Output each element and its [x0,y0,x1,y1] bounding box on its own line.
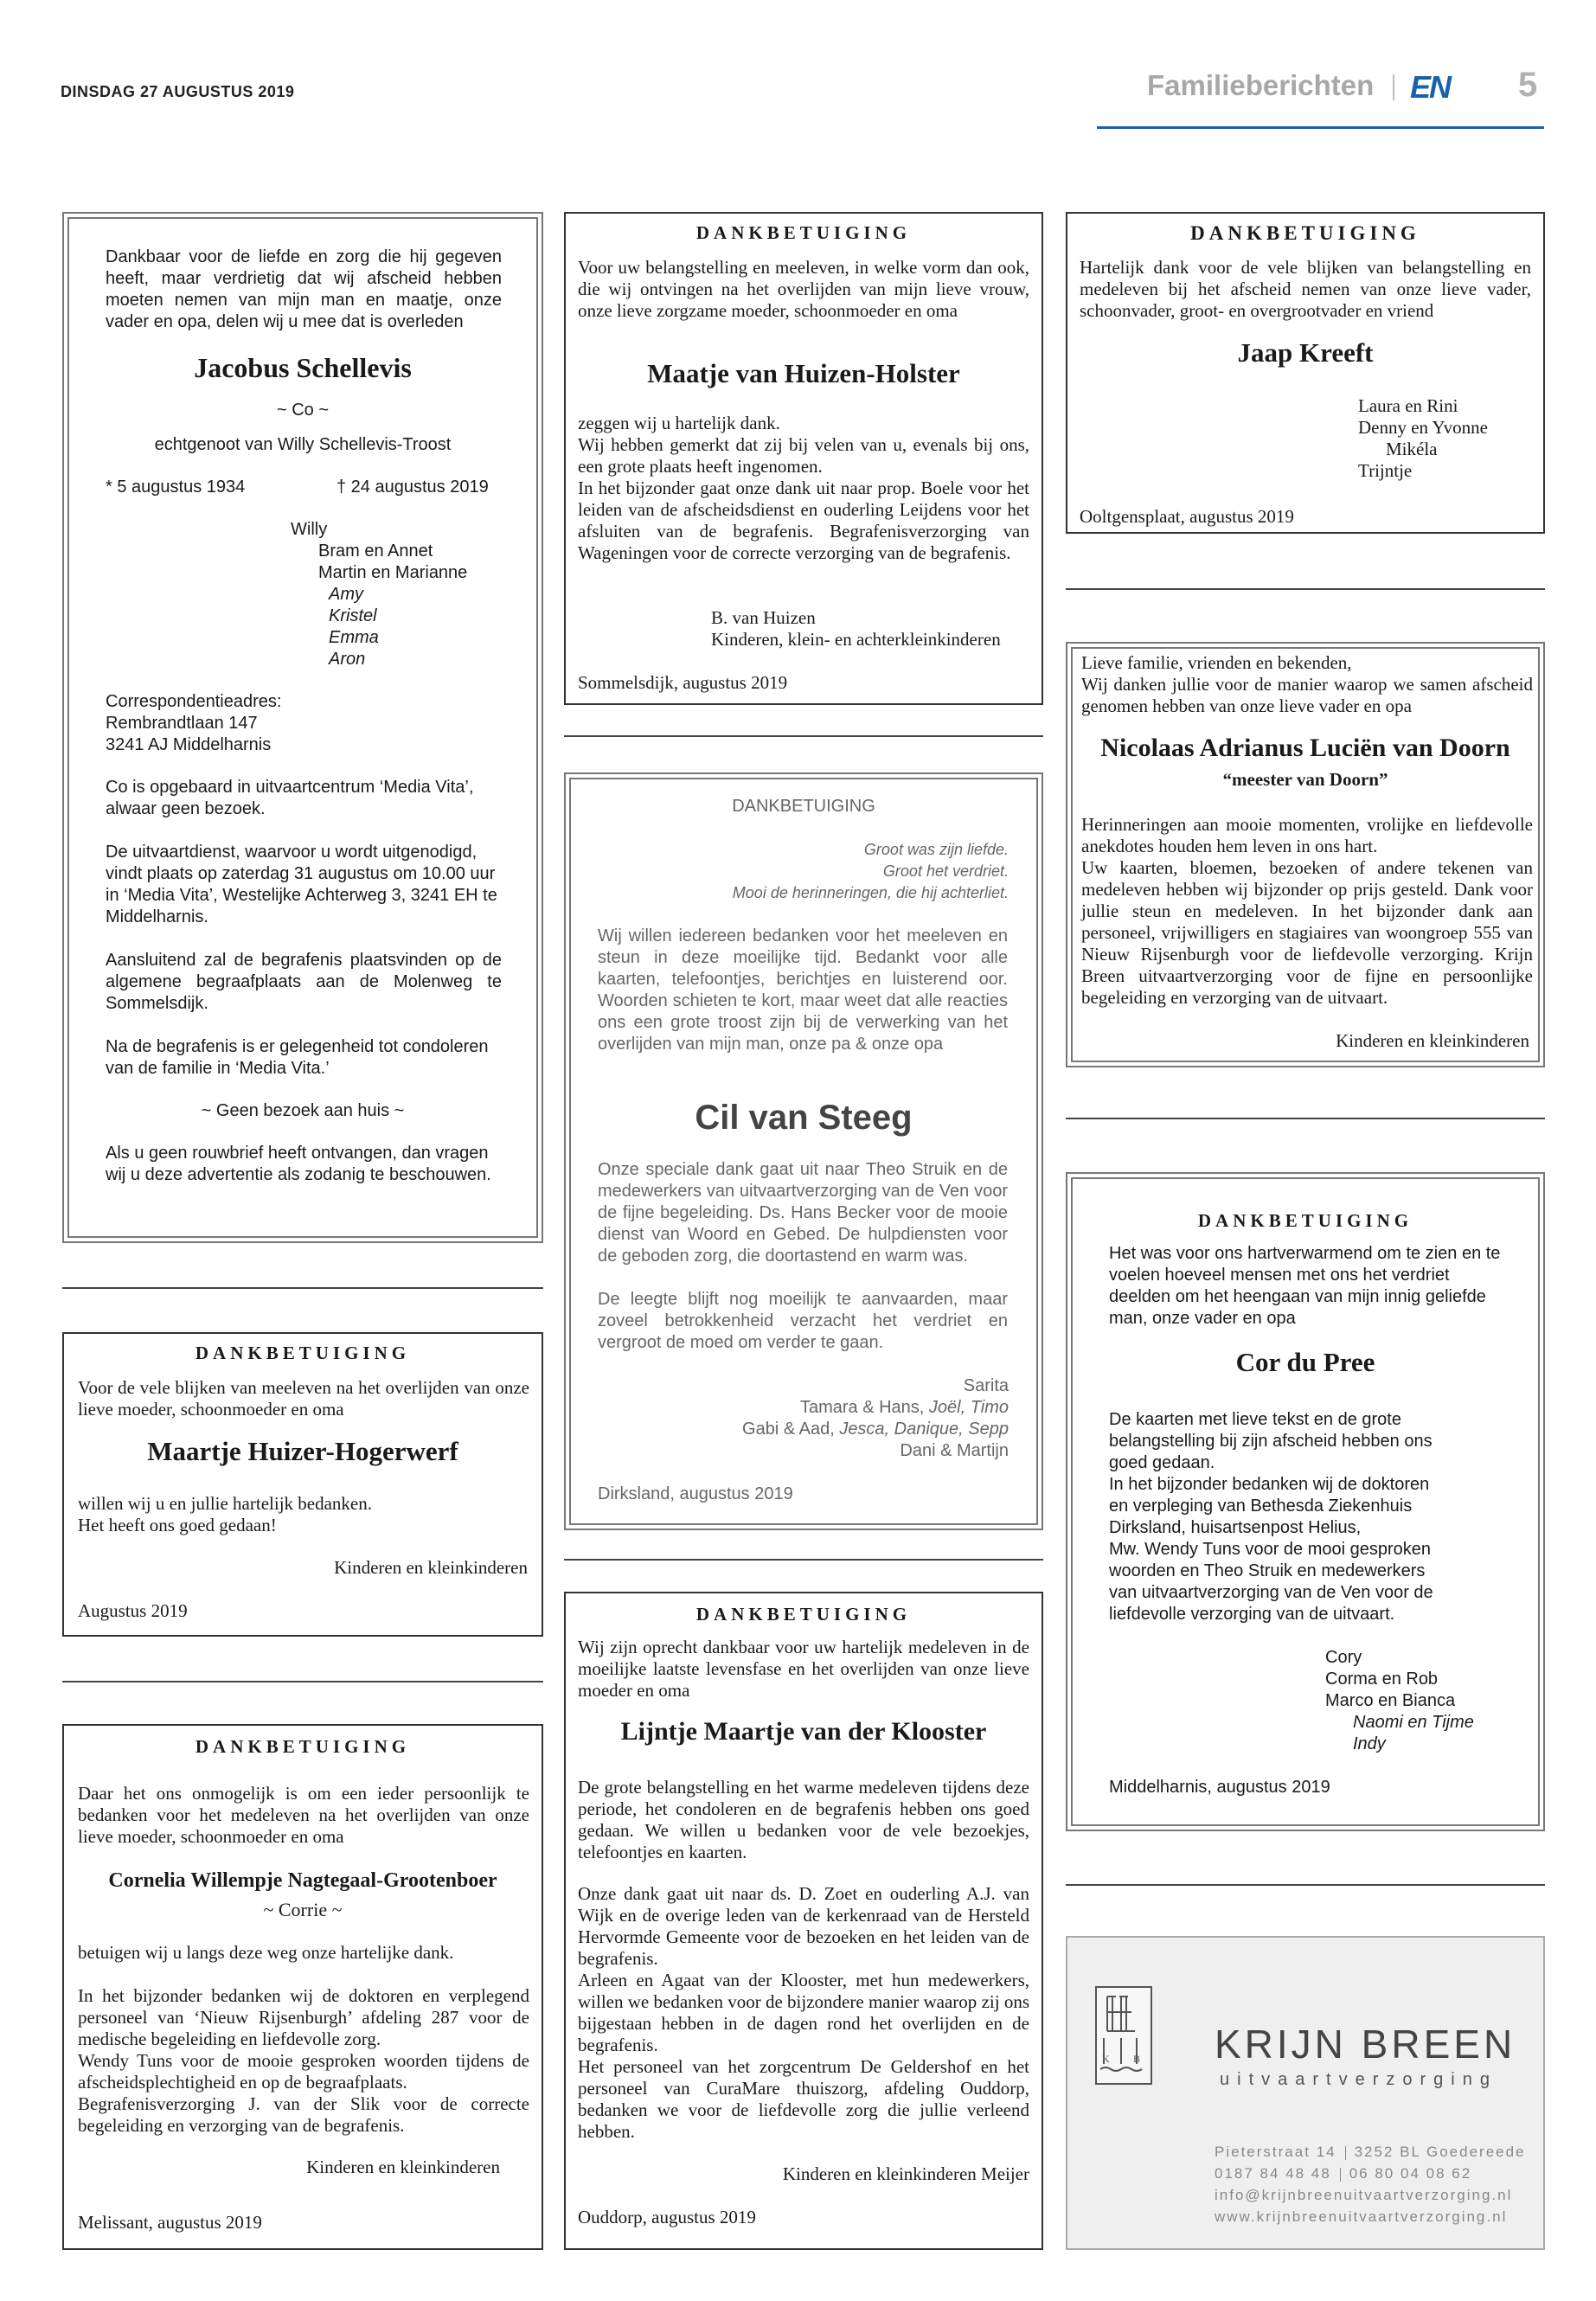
signature-grandchildren: Jesca, Danique, Sepp [839,1420,1009,1439]
header-rule [1097,126,1544,129]
notice-place: Ooltgensplaat, augustus 2019 [1080,506,1294,527]
svg-text:B: B [1133,2053,1141,2065]
phone-divider [1340,2168,1341,2182]
body-line: belangstelling bij zijn afscheid hebben ons [1109,1432,1433,1451]
notice-paragraph: In het bijzonder bedanken wij de doktoren en verplegend personeel van ‘Nieuw Rijsenburgh’ afdeling 287 voor de medische begeleiding en liefdevolle zorg. Wendy Tuns voor de mooie gesproken woorden tijdens de afscheidsplechtigheid en op de begraafplaats. Begrafenisverzorging J. van der Slik voor de correcte begeleiding en verzorging van de begrafenis. [78,1985,529,2136]
notice-place: Augustus 2019 [78,1600,188,1621]
notice-signature: Sarita [963,1376,1009,1395]
family-member: Corma en Rob [1325,1670,1439,1689]
notice-born: * 5 augustus 1934 [106,478,246,497]
grandchild: Emma [329,628,379,647]
family-member: Mikéla [1386,439,1438,459]
column-separator [1066,1884,1545,1886]
notice-paragraph: De leegte blijft nog moeilijk te aanvaarden, maar zoveel betrokkenheid verzacht het verdriet en vergroot de moed om verder te gaan. [598,1290,1008,1352]
body-line: en verpleging van Bethesda Ziekenhuis [1109,1497,1413,1516]
column-separator [1066,588,1545,590]
body-line: In het bijzonder bedanken wij de doktoren [1109,1475,1430,1494]
address-street: Pieterstraat 14 [1215,2144,1336,2160]
family-member: Laura en Rini [1358,395,1458,416]
notice-name: Cil van Steeg [695,1099,913,1137]
notice-kreeft [1066,212,1545,534]
krijn-breen-website[interactable]: www.krijnbreenuitvaartverzorging.nl [1215,2208,1508,2225]
address-postcode: 3252 BL Goedereede [1354,2144,1526,2160]
poem-line: Groot het verdriet. [882,862,1009,880]
notice-nickname: “meester van Doorn” [1222,769,1388,790]
body-line: liefdevolle verzorging van de uitvaart. [1109,1605,1395,1624]
notice-place: Ouddorp, augustus 2019 [578,2207,756,2227]
column-separator [62,1287,543,1289]
notice-intro: Dankbaar voor de liefde en zorg die hij gegeven heeft, maar verdrietig dat wij afscheid hebben moeten nemen van mijn man en maatje, onze vader en opa, delen wij u mee dat is overleden [106,247,502,331]
notice-nickname: ~ Co ~ [276,401,330,420]
krijn-breen-logo-mark [1095,1986,1152,2085]
notice-place: Dirksland, augustus 2019 [598,1484,793,1503]
family-member: Bram en Annet [318,542,433,561]
notice-place: Middelharnis, augustus 2019 [1109,1778,1330,1797]
notice-spouse: echtgenoot van Willy Schellevis-Troost [154,435,452,454]
notice-paragraph: Aansluitend zal de begrafenis plaatsvinden op de algemene begraafplaats aan de Molenweg te Sommelsdijk. [106,951,502,1013]
body-line: Dirksland, huisartsenpost Helius, [1109,1518,1362,1537]
family-member: Martin en Marianne [318,563,468,582]
body-line: van uitvaartverzorging van de Ven voor de [1109,1583,1433,1602]
notice-signature: Dani & Martijn [900,1441,1009,1460]
notice-intro: Voor de vele blijken van meeleven na het overlijden van onze lieve moeder, schoonmoeder en oma [78,1377,529,1420]
notice-intro: Lieve familie, vrienden en bekenden, Wij danken jullie voor de manier waarop we samen afscheid genomen hebben van onze lieve vader en opa [1081,652,1533,716]
notice-klooster [564,1592,1043,2250]
signature-grandchildren: Joël, Timo [928,1398,1009,1417]
signature-names: Tamara & Hans, [799,1398,929,1417]
notice-heading: DANKBETUIGING [695,1604,912,1625]
notice-signature: Kinderen en kleinkinderen Meijer [782,2163,1029,2184]
notice-place: Melissant, augustus 2019 [78,2212,262,2233]
body-line: goed gedaan. [1109,1453,1215,1472]
notice-intro: Voor uw belangstelling en meeleven, in welke vorm dan ook, die wij ontvingen na het overlijden van mijn lieve vrouw, onze lieve zorgzame moeder, schoonmoeder en oma [578,257,1029,321]
notice-heading: DANKBETUIGING [695,222,912,243]
notice-heading: DANKBETUIGING [1197,1210,1413,1231]
notice-schellevis [62,212,543,1243]
notice-name: Lijntje Maartje van der Klooster [620,1717,987,1746]
body-line: woorden en Theo Struik en medewerkers [1109,1561,1426,1580]
grandchild: Amy [329,585,363,604]
family-member: Willy [291,520,328,539]
notice-paragraph: Als u geen rouwbrief heeft ontvangen, dan vragen wij u deze advertentie als zodanig te beschouwen. [106,1144,491,1184]
notice-paragraph: De grote belangstelling en het warme medeleven tijdens deze periode, het condoleren en de begrafenis hebben ons goed gedaan. We willen u bedanken voor de vele bezoekjes, telefoontjes en kaarten. [578,1777,1029,1862]
notice-signature: Kinderen en kleinkinderen [1336,1030,1529,1051]
krijn-breen-email[interactable]: info@krijnbreenuitvaartverzorging.nl [1215,2187,1513,2203]
notice-signature [742,1419,1009,1440]
notice-name: Nicolaas Adrianus Luciën van Doorn [1100,734,1510,762]
notice-nickname: ~ Corrie ~ [263,1899,343,1920]
signature-names: Gabi & Aad, [742,1420,840,1439]
notice-name: Cor du Pree [1235,1347,1375,1377]
column-separator [564,1559,1043,1561]
notice-body: zeggen wij u hartelijk dank. Wij hebben gemerkt dat zij bij velen van u, evenals bij ons, een grote plaats heeft ingenomen. In het bijzonder gaat onze dank uit naar prop. Boele voor het leiden van de afscheidsdienst en ouderling Leijdens voor het afsluiten van de begrafenis. Begrafenisverzorging van Wageningen voor de correcte verzorging van de begrafenis. [578,413,1029,563]
notice-heading: DANKBETUIGING [1190,222,1420,244]
address-line: 3241 AJ Middelharnis [106,735,272,754]
notice-paragraph: betuigen wij u langs deze weg onze hartelijke dank. [78,1942,454,1963]
notice-name: Jaap Kreeft [1237,337,1374,368]
notice-paragraph: Onze dank gaat uit naar ds. D. Zoet en ouderling A.J. van Wijk en de overige leden van de kerkenraad van de Hersteld Hervormde Gemeente voor de bezoeken en het leiden van de begrafenis. Arleen en Agaat van der Klooster, met hun medewerkers, willen we bedanken voor de bijzondere manier waarop zij ons bijgestaan hebben in de dagen rond het overlijden en de begrafenis. Het personeel van het zorgcentrum De Geldershof en het personeel van CuraMare thuiszorg, afdeling Ouddorp, bedanken we voor de liefdevolle zorg die jullie verleend hebben. [578,1883,1029,2142]
poem-line: Groot was zijn liefde. [863,841,1009,858]
krijn-breen-name: KRIJN BREEN [1215,2022,1516,2067]
krijn-breen-phone [1215,2163,1471,2184]
notice-heading: DANKBETUIGING [195,1736,411,1757]
body-line: De kaarten met lieve tekst en de grote [1109,1410,1401,1429]
notice-signature: Kinderen, klein- en achterkleinkinderen [711,629,1001,650]
grandchild: Indy [1353,1734,1386,1753]
notice-heading: DANKBETUIGING [195,1343,411,1363]
body-line: Mw. Wendy Tuns voor de mooi gesproken [1109,1540,1432,1559]
notice-intro: Het was voor ons hartverwarmend om te zien en te voelen hoeveel mensen met ons het verdriet deelden om het heengaan van mijn innig geliefde man, onze vader en opa [1109,1244,1501,1328]
header-divider [1393,74,1394,100]
section-title: Familieberichten [1147,69,1375,101]
notice-paragraph: Onze speciale dank gaat uit naar Theo Struik en de medewerkers van uitvaartverzorging van de Ven voor de fijne begeleiding. Ds. Hans Becker voor de mooie dienst van Woord en Gebed. De hulpdiensten voor de geboden zorg, die doortastend en warm was. [598,1160,1008,1266]
address-line: Rembrandtlaan 147 [106,714,258,733]
poem-line: Mooi de herinneringen, die hij achterliet. [732,884,1009,901]
notice-intro: Hartelijk dank voor de vele blijken van belangstelling en medeleven bij het afscheid nemen van onze lieve vader, schoonvader, groot- en overgrootvader en vriend [1080,257,1531,321]
notice-body: willen wij u en jullie hartelijk bedanken. Het heeft ons goed gedaan! [78,1493,372,1535]
page-number: 5 [1518,66,1538,104]
column-separator [62,1681,543,1682]
svg-text:K: K [1102,2053,1110,2065]
family-member: Cory [1325,1648,1362,1667]
krijn-breen-address [1215,2141,1526,2163]
family-member: Marco en Bianca [1325,1691,1456,1710]
notice-name: Maatje van Huizen-Holster [647,358,960,388]
column-separator [564,735,1043,737]
krijn-breen-tagline: uitvaartverzorging [1220,2070,1497,2089]
notice-body [1109,1409,1433,1625]
phone-landline: 0187 84 48 48 [1215,2165,1331,2182]
header-date: DINSDAG 27 AUGUSTUS 2019 [61,83,295,100]
family-member: Trijntje [1358,460,1413,481]
address-line: Correspondentieadres: [106,692,282,711]
notice-paragraph: Co is opgebaard in uitvaartcentrum ‘Media Vita’, alwaar geen bezoek. [106,778,474,818]
notice-doorn [1066,642,1545,1067]
notice-intro: Wij willen iedereen bedanken voor het meeleven en steun in deze moeilijke tijd. Bedankt voor alle kaarten, telefoontjes, berichtjes en luisterend oor. Woorden schieten te kort, maar weet dat alle reacties ons een grote troost zijn bij de verwerking van het overlijden van mijn man, onze pa & onze opa [598,926,1008,1054]
notice-steeg [564,772,1043,1530]
krijn-breen-ad [1066,1936,1545,2250]
grandchild: Aron [329,650,366,669]
notice-name: Cornelia Willempje Nagtegaal-Grootenboer [108,1869,497,1892]
notice-name: Jacobus Schellevis [194,352,412,383]
notice-pree [1066,1172,1545,1831]
notice-nagtegaal [62,1724,543,2250]
family-member: Denny en Yvonne [1358,417,1488,438]
column-separator [1066,1118,1545,1119]
notice-huizen [564,212,1043,705]
notice-paragraph: Na de begrafenis is er gelegenheid tot condoleren van de familie in ‘Media Vita.’ [106,1037,489,1078]
notice-intro: Daar het ons onmogelijk is om een ieder persoonlijk te bedanken voor het medeleven na het overlijden van onze lieve moeder, schoonmoeder en oma [78,1783,529,1847]
notice-body: Herinneringen aan mooie momenten, vrolijke en liefdevolle anekdotes houden hem leven in ons hart. Uw kaarten, bloemen, bezoeken of andere tekenen van medeleven hebben wij bijzonder op prijs gesteld. Dank voor jullie steun en medeleven. In het bijzonder dank aan personeel, vrijwilligers en stagiaires van woongroep 555 van Nieuw Rijsenburgh voor de liefdevolle verzorging. Krijn Breen uitvaartverzorging voor de fijne en persoonlijke begeleiding en verzorging van de uitvaart. [1081,814,1533,1008]
building-icon [1095,1986,1149,2081]
notice-name: Maartje Huizer-Hogerwerf [147,1436,458,1466]
en-logo: EN [1410,69,1451,105]
grandchild: Naomi en Tijme [1353,1713,1474,1732]
address-divider [1345,2146,1346,2160]
notice-paragraph: De uitvaartdienst, waarvoor u wordt uitgenodigd, vindt plaats op zaterdag 31 augustus om 10.00 uur in ‘Media Vita’, Westelijke Achterweg 3, 3241 EH te Middelharnis. [106,843,497,926]
notice-signature: B. van Huizen [711,607,816,628]
notice-signature: Kinderen en kleinkinderen [334,1557,528,1578]
no-visit-note: ~ Geen bezoek aan huis ~ [201,1101,405,1120]
notice-signature: Kinderen en kleinkinderen [306,2157,500,2177]
notice-hogerwerf [62,1332,543,1637]
notice-intro: Wij zijn oprecht dankbaar voor uw hartelijk medeleven in de moeilijke laatste levensfase en het overlijden van onze lieve moeder en oma [578,1637,1029,1701]
phone-mobile: 06 80 04 08 62 [1349,2165,1472,2182]
grandchild: Kristel [329,606,377,625]
notice-place: Sommelsdijk, augustus 2019 [578,672,788,693]
notice-heading: DANKBETUIGING [732,797,875,816]
notice-signature [800,1397,1009,1419]
notice-died: † 24 augustus 2019 [337,478,489,497]
